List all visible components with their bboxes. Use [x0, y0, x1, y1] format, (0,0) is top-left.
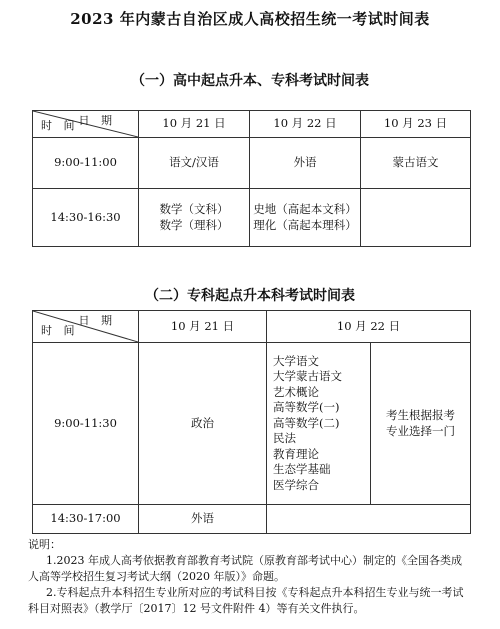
- subject-cell: [250, 189, 361, 247]
- notes: [28, 537, 472, 617]
- empty-cell: [361, 189, 471, 247]
- subject-list-cell: [267, 343, 371, 505]
- notes-label: 说明：: [28, 538, 61, 551]
- subject-cell: 政治: [139, 343, 267, 505]
- subject-item: 大学蒙古语文: [273, 369, 342, 384]
- date-header: 10 月 23 日: [361, 111, 471, 138]
- subject-item: 教育理论: [273, 446, 319, 461]
- empty-cell: [267, 505, 471, 534]
- date-header: 10 月 21 日: [139, 311, 267, 343]
- note-line: 考生根据报考: [386, 407, 455, 422]
- schedule-table-2: [32, 310, 471, 534]
- note-item: 2.专科起点升本科招生专业所对应的考试科目按《专科起点升本科招生专业与统一考试科目对照表》（教学厅〔2017〕12 号文件附件 4）等有关文件执行。: [28, 586, 464, 615]
- subject-line: 数学（理科）: [159, 217, 229, 232]
- subject-cell: 外语: [139, 505, 267, 534]
- subject-line: 数学（文科）: [159, 201, 229, 216]
- subject-item: 生态学基础: [273, 462, 331, 477]
- time-cell: 9:00-11:00: [33, 138, 139, 189]
- subject-item: 大学语文: [273, 353, 319, 368]
- subject-item: 医学综合: [273, 477, 319, 492]
- subject-item: 民法: [273, 431, 296, 446]
- table-row: [33, 189, 471, 247]
- subject-cell: 蒙古语文: [361, 138, 471, 189]
- header-time-label: 时 间: [41, 119, 79, 133]
- section2-heading: （二）专科起点升本科考试时间表: [145, 288, 355, 304]
- header-time-label: 时 间: [41, 324, 79, 338]
- header-date-label: 日 期: [78, 314, 116, 327]
- subject-cell: [139, 189, 250, 247]
- subject-item: 高等数学(一): [273, 400, 340, 415]
- subject-item: 高等数学(二): [273, 415, 340, 430]
- table-row: [33, 138, 471, 189]
- selection-note-cell: [371, 343, 471, 505]
- date-header: 10 月 21 日: [139, 111, 250, 138]
- header-date-label: 日 期: [78, 114, 116, 127]
- section1-heading: （一）高中起点升本、专科考试时间表: [131, 73, 369, 89]
- subject-cell: 外语: [250, 138, 361, 189]
- table-row: [33, 343, 471, 505]
- subject-item: 艺术概论: [273, 384, 319, 399]
- table-row: [33, 505, 471, 534]
- header-corner-cell: [33, 111, 139, 138]
- time-cell: 14:30-16:30: [33, 189, 139, 247]
- page-title: 2023 年内蒙古自治区成人高校招生统一考试时间表: [70, 10, 430, 28]
- subject-cell: 语文/汉语: [139, 138, 250, 189]
- time-cell: 9:00-11:30: [33, 343, 139, 505]
- header-corner-cell: [33, 311, 139, 343]
- subject-line: 理化（高起本理科）: [253, 217, 357, 232]
- note-item: 1.2023 年成人高考依据教育部教育考试院（原教育部考试中心）制定的《全国各类成人高等学校招生复习考试大纲（2020 年版）》命题。: [28, 554, 462, 583]
- date-header: 10 月 22 日: [250, 111, 361, 138]
- date-header: 10 月 22 日: [267, 311, 471, 343]
- subject-line: 史地（高起本文科）: [253, 201, 357, 216]
- schedule-table-1: [32, 110, 471, 247]
- note-line: 专业选择一门: [386, 423, 455, 438]
- time-cell: 14:30-17:00: [33, 505, 139, 534]
